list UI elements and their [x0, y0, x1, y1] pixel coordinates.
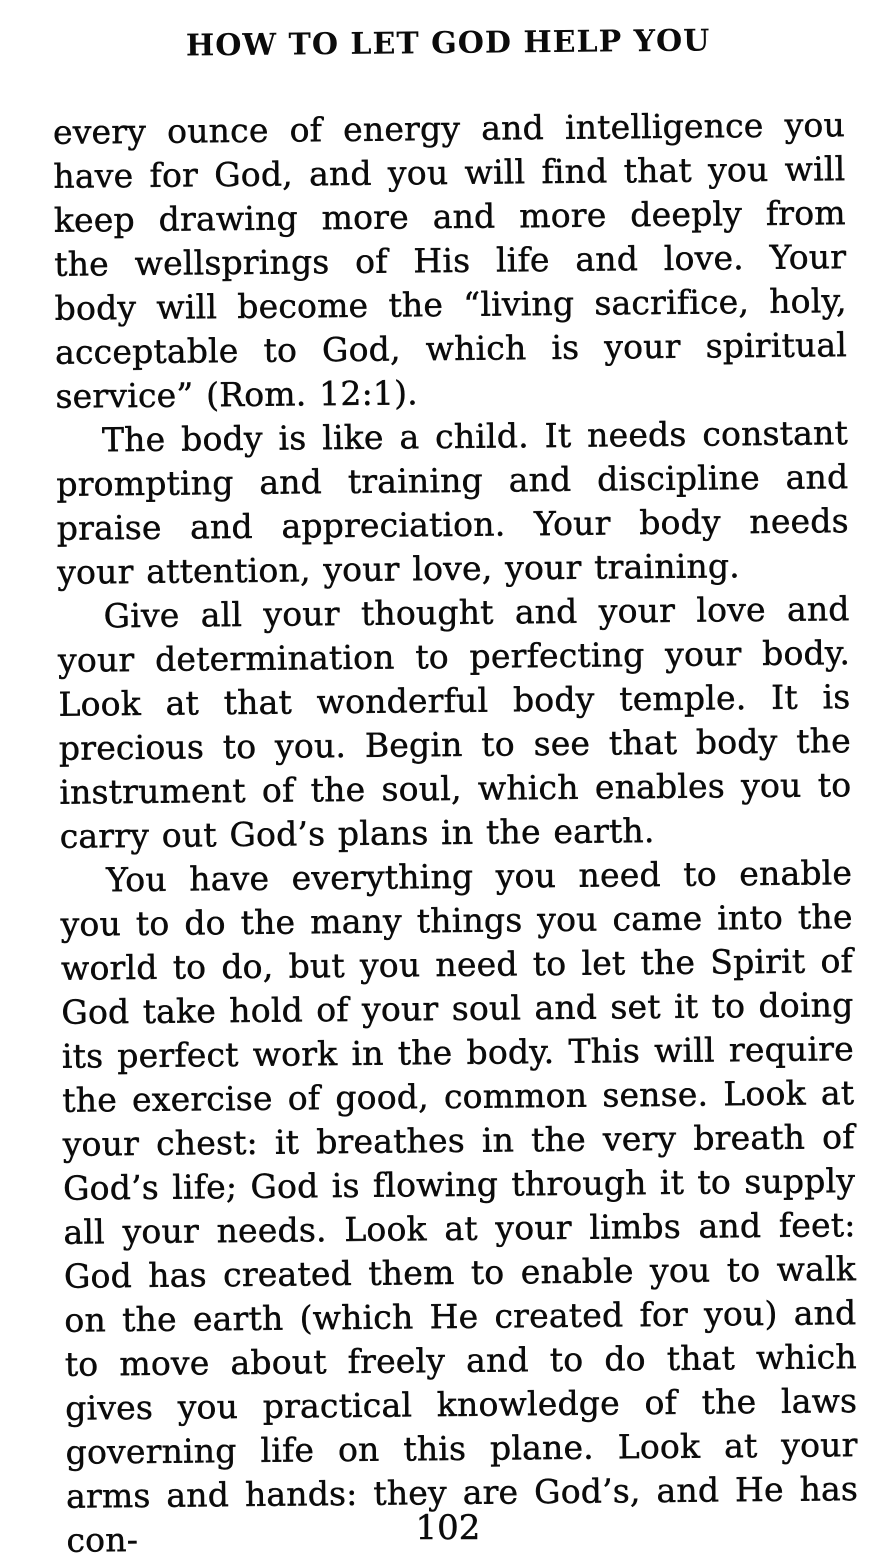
- running-header: HOW TO LET GOD HELP YOU: [185, 23, 711, 64]
- paragraph-4: You have everything you need to enable you to do the many things you came into the world to do, but you need to let the Spirit of God take hold of your soul and set it to doing its perfect work in the body. This will require the exercise of good, common sense. Look at your chest: it breathes in the very breath of God’s life; God is flowing through it to supply all your needs. Look at your limbs and feet: God has created them to enable you to walk on the earth (which He created for you) and to move about freely and to do that which gives you practical knowledge of the laws governing life on this plane. Look at your arms and hands: they are God’s, and He has con-: [60, 853, 859, 1560]
- body-text: [53, 103, 859, 1563]
- paragraph-2: The body is like a child. It needs constant prompting and training and discipline and praise and appreciation. Your body needs your attention, your love, your training.: [56, 413, 849, 592]
- paragraph-1: every ounce of energy and intelligence you have for God, and you will find that you will keep drawing more and more deeply from the wellsprings of His life and love. Your body will become the “living sacrifice, holy, acceptable to God, which is your spiritual service” (Rom. 12:1).: [52, 105, 848, 416]
- paragraph-3: Give all your thought and your love and your determination to perfecting your body. Look at that wonderful body temple. It is precious to you. Begin to see that body the instrument of the soul, which enables you to carry out God’s plans in the earth.: [57, 589, 852, 856]
- scanned-text-block: [52, 22, 859, 1563]
- page-number: 102: [415, 1508, 481, 1548]
